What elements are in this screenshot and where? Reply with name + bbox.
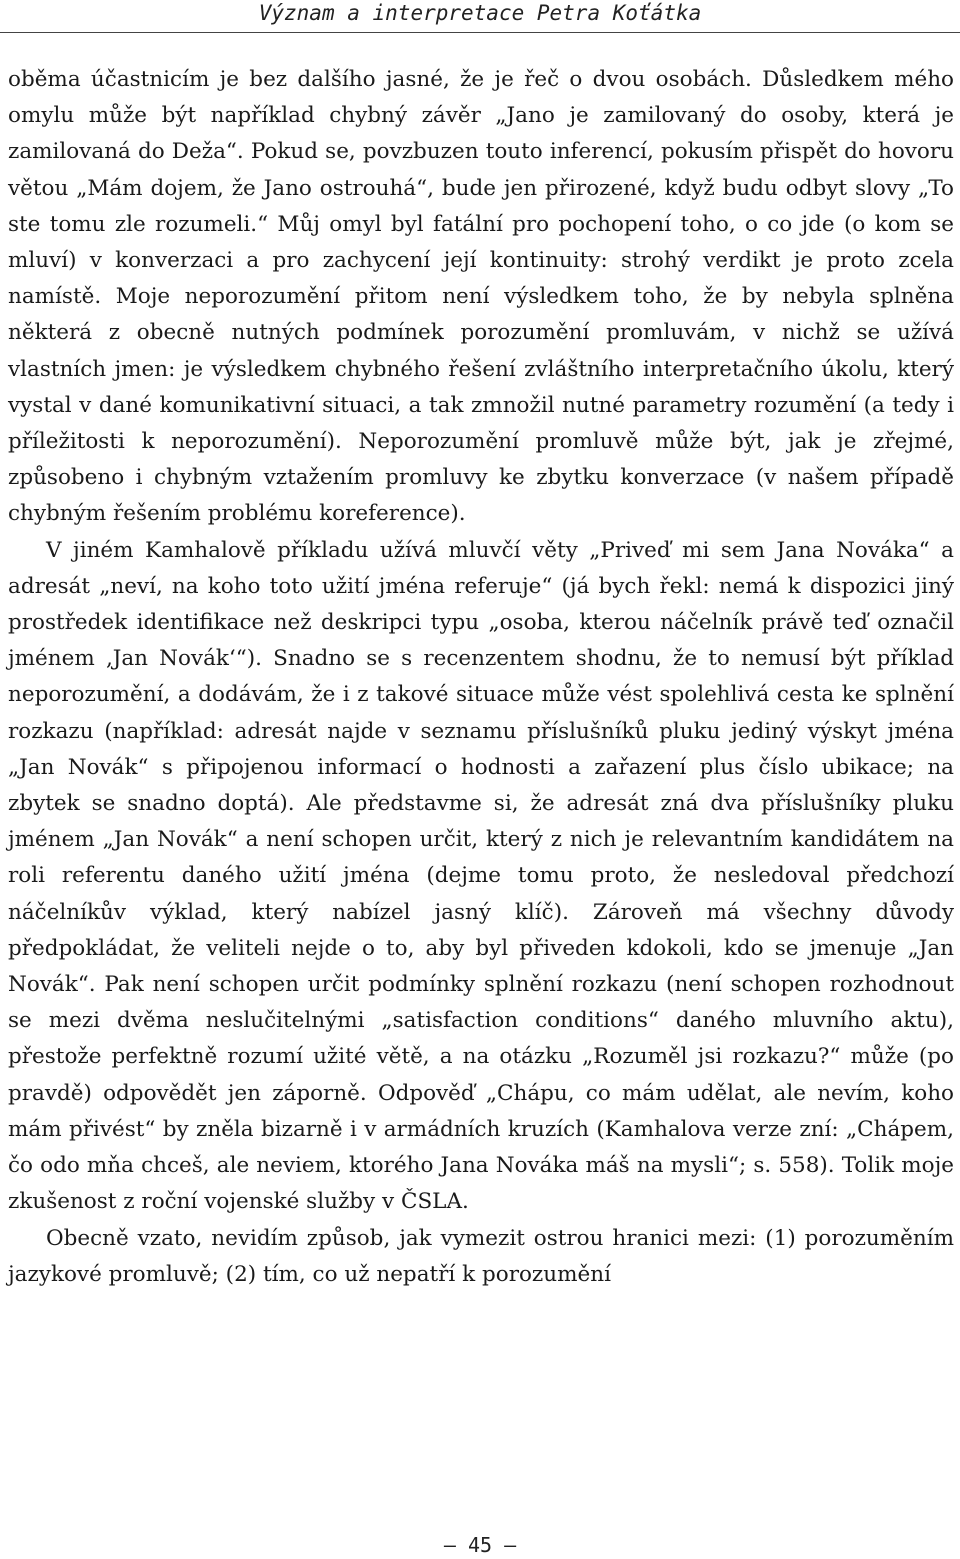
paragraph-kamhal-example: V jiném Kamhalově příkladu užívá mluvčí věty „Priveď mi sem Jana Nováka“ a adresát „neví, na koho toto užití jména referuje“ (já bych řekl: nemá k dispozici jiný prostředek identifikace než deskripci typu „osoba, kterou náčelník právě teď označil jménem ‚Jan Novák‘“). Snadno se s recenzentem shodnu, že to nemusí být příklad neporozumění, a dodávám, že i z takové situace může vést spolehlivá cesta ke splnění rozkazu (například: adresát najde v seznamu příslušníků pluku jediný výskyt jména „Jan Novák“ s připojenou informací o hodnosti a zařazení plus číslo ubikace; na zbytek se snadno doptá). Ale představme si, že adresát zná dva příslušníky pluku jménem „Jan Novák“ a není schopen určit, který z nich je relevantním kandidátem na roli referentu daného užití jména (dejme tomu proto, že nesledoval předchozí náčelníkův výklad, který nabízel jasný klíč). Zároveň má všechny důvody předpokládat, že veliteli nejde o to, aby byl přiveden kdokoli, kdo se jmenuje „Jan Novák“. Pak není schopen určit podmínky splnění rozkazu (není schopen rozhodnout se mezi dvěma neslučitelnými „satisfaction conditions“ daného mluvního aktu), přestože perfektně rozumí užité větě, a na otázku „Rozuměl jsi rozkazu?“ může (po pravdě) odpovědět jen záporně. Odpověď „Chápu, co mám udělat, ale nevím, koho mám přivést“ by zněla bizarně i v armádních kruzích (Kamhalova verze zní: „Chápem, čo odo mňa chceš, ale neviem, ktorého Jana Nováka máš na mysli“; s. 558). Tolik moje zkušenost z roční vojenské služby v ČSLA. bbox=[8, 537, 954, 1215]
paragraph-continuation: oběma účastnicím je bez dalšího jasné, že je řeč o dvou osobách. Důsledkem mého omylu může být například chybný závěr „Jano je zamilovaný do osoby, která je zamilovaná do Deža“. Pokud se, povzbuzen touto inferencí, pokusím přispět do hovoru větou „Mám dojem, že Jano ostrouhá“, bude jen přirozené, když budu odbyt slovy „To ste tomu zle rozumeli.“ Můj omyl byl fatální pro pochopení toho, o co jde (o kom se mluví) v konverzaci a pro zachycení její kontinuity: strohý verdikt je proto zcela namístě. Moje neporozumění přitom není výsledkem toho, že by nebyla splněna některá z obecně nutných podmínek porozumění promluvám, v nichž se užívá vlastních jmen: je výsledkem chybného řešení zvláštního interpretačního úkolu, který vystal v dané komunikativní situaci, a tak zmnožil nutné parametry rozumění (a tedy i příležitosti k neporozumění). Neporozumění promluvě může být, jak je zřejmé, způsobeno i chybným vztažením promluvy ke zbytku konverzace (v našem případě chybným řešením problému koreference). bbox=[8, 67, 954, 527]
paragraph-general: Obecně vzato, nevidím způsob, jak vymezit ostrou hranici mezi: (1) porozuměním jazykové promluvě; (2) tím, co už nepatří k porozumění bbox=[8, 1225, 954, 1287]
body-text bbox=[8, 62, 954, 1293]
page-number: – 45 – bbox=[443, 1533, 517, 1557]
header-rule bbox=[0, 32, 960, 33]
running-header: Význam a interpretace Petra Koťátka bbox=[258, 1, 702, 25]
